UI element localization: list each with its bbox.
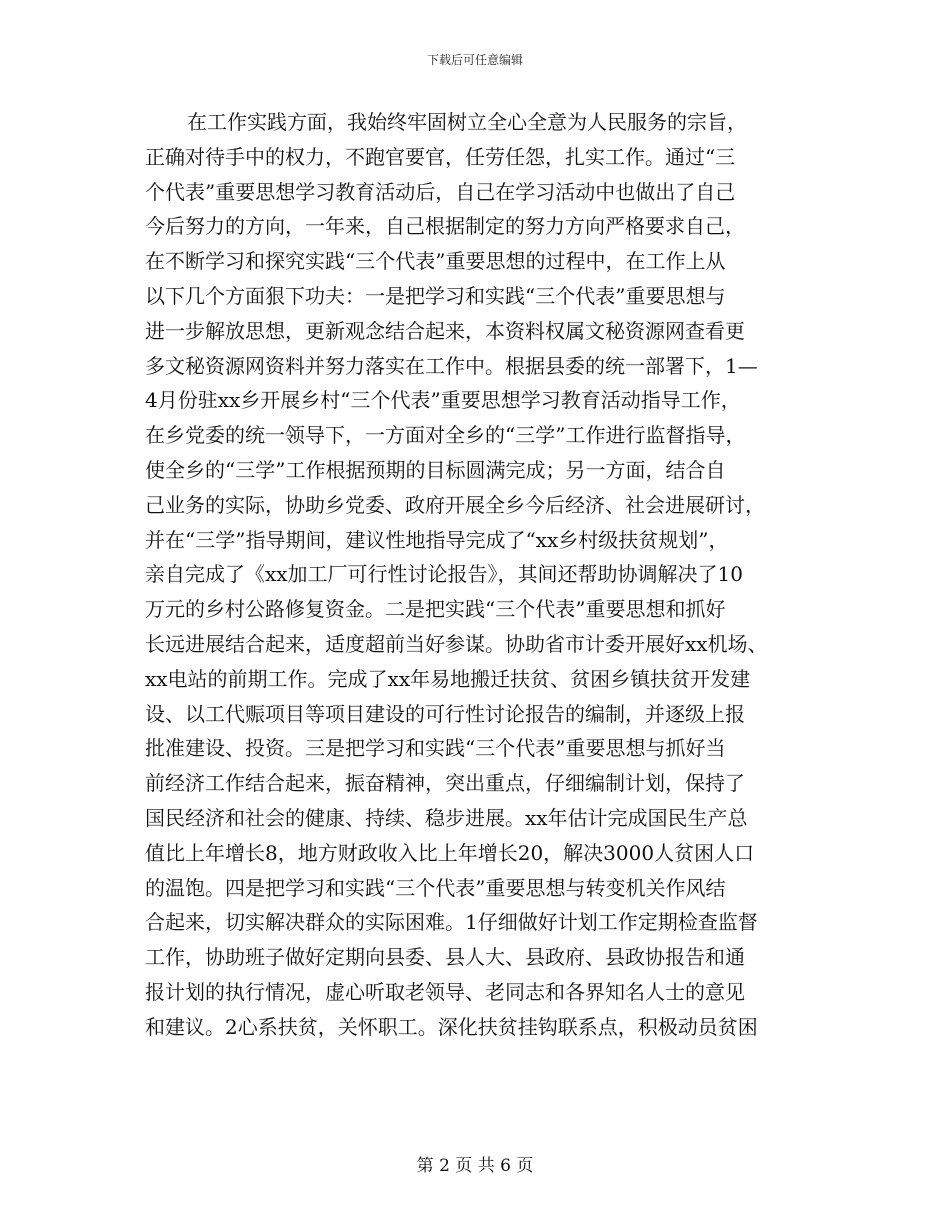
text-line: 在工作实践方面，我始终牢固树立全心全意为人民服务的宗旨， [187, 110, 747, 134]
text-line: 己业务的实际，协助乡党委、政府开展全乡今后经济、社会进展研讨， [145, 492, 765, 517]
text-line: 前经济工作结合起来，振奋精神，突出重点，仔细编制计划，保持了 [145, 771, 745, 796]
text-line: 进一步解放思想，更新观念结合起来，本资料权属文秘资源网查看更 [145, 318, 745, 343]
page-number: 第 2 页 共 6 页 [416, 1156, 534, 1176]
text-line: 4月份驻xx乡开展乡村“三个代表”重要思想学习教育活动指导工作， [145, 388, 741, 413]
text-line: 个代表”重要思想学习教育活动后，自己在学习活动中也做出了自己 [145, 179, 736, 204]
text-line: 以下几个方面狠下功夫：一是把学习和实践“三个代表”重要思想与 [145, 283, 726, 308]
text-line: 并在“三学”指导期间，建议性地指导完成了“xx乡村级扶贫规划”， [145, 527, 729, 552]
text-line: 批准建设、投资。三是把学习和实践“三个代表”重要思想与抓好当 [145, 736, 726, 761]
text-line: 合起来，切实解决群众的实际困难。1仔细做好计划工作定期检查监督 [145, 910, 758, 935]
text-line: 今后努力的方向，一年来，自己根据制定的努力方向严格要求自己， [145, 214, 745, 239]
page-header: 下载后可任意编辑 [426, 53, 523, 67]
text-line: 在不断学习和探究实践“三个代表”重要思想的过程中，在工作上从 [145, 249, 726, 274]
text-line: 国民经济和社会的健康、持续、稳步进展。xx年估计完成国民生产总 [145, 805, 748, 830]
text-line: 长远进展结合起来，适度超前当好参谋。协助省市计委开展好xx机场、 [145, 631, 768, 656]
text-line: 亲自完成了《xx加工厂可行性讨论报告》，其间还帮助协调解决了10 [145, 562, 744, 587]
text-line: 和建议。2心系扶贫，关怀职工。深化扶贫挂钩联系点，积极动员贫困 [145, 1014, 758, 1039]
text-line: xx电站的前期工作。完成了xx年易地搬迁扶贫、贫困乡镇扶贫开发建 [145, 666, 751, 691]
text-line: 万元的乡村公路修复资金。二是把实践“三个代表”重要思想和抓好 [145, 597, 726, 622]
text-line: 工作，协助班子做好定期向县委、县人大、县政府、县政协报告和通 [145, 945, 745, 970]
text-line: 值比上年增长8，地方财政收入比上年增长20，解决3000人贫困人口 [145, 840, 755, 865]
text-line: 使全乡的“三学”工作根据预期的目标圆满完成；另一方面，结合自 [145, 457, 726, 482]
text-line: 在乡党委的统一领导下，一方面对全乡的“三学”工作进行监督指导， [145, 423, 746, 448]
text-line: 多文秘资源网资料并努力落实在工作中。根据县委的统一部署下，1— [145, 353, 758, 378]
text-line: 正确对待手中的权力，不跑官要官，任劳任怨，扎实工作。通过“三 [145, 144, 736, 169]
text-line: 设、以工代赈项目等项目建设的可行性讨论报告的编制，并逐级上报 [145, 701, 745, 726]
body-text [145, 105, 807, 1045]
text-line: 的温饱。四是把学习和实践“三个代表”重要思想与转变机关作风结 [145, 875, 726, 900]
text-line: 报计划的执行情况，虚心听取老领导、老同志和各界知名人士的意见 [145, 979, 745, 1004]
